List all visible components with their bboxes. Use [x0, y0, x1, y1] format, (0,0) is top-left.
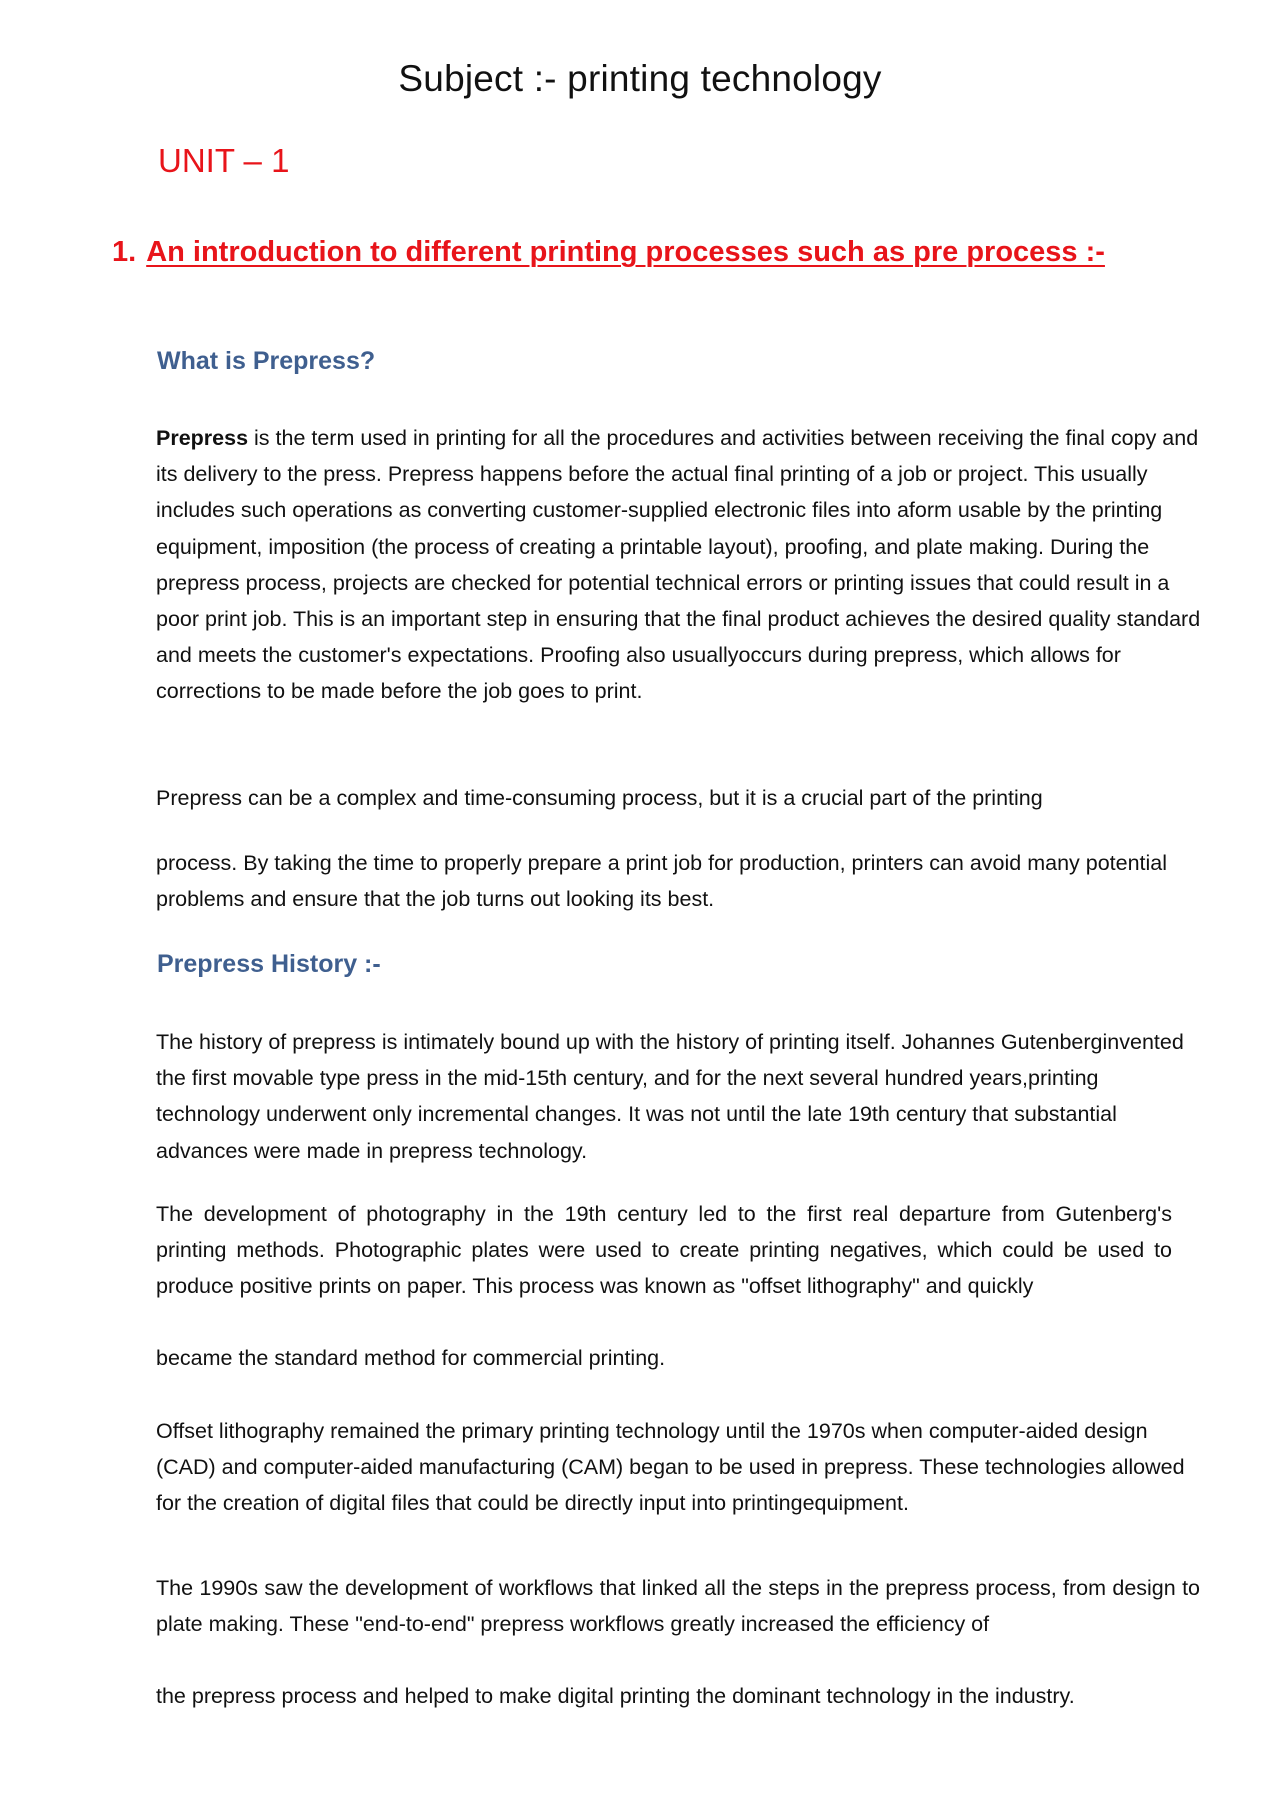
prepress-term: Prepress — [156, 426, 249, 450]
subject-title: Subject :- printing technology — [398, 58, 882, 99]
prepress-definition-text: is the term used in printing for all the procedures and activities between receiving the final copy and its delivery to the press. Prepress happens before the actual final printing of a job or project. This usually includes such operations as converting customer-supplied electronic files into aform usable by the printing equipment, imposition (the process of creating a printable layout), proofing, and plate making. During the prepress process, projects are checked for potential technical errors or printing issues that could result in a poor print job. This is an important step in ensuring that the final product achieves the desired quality standard and meets the customer's expectations. Proofing also usuallyoccurs during prepress, which allows for corrections to be made before the job goes to print. — [156, 426, 1201, 704]
unit-label: UNIT – 1 — [158, 142, 290, 179]
history-gutenberg-paragraph: The history of prepress is intimately bound up with the history of printing itself. Johannes Gutenberginvented the first movable type press in the mid-15th century, and for the next several hundred years,printing technology underwent only incremental changes. It was not until the late 19th century that substantial advances were made in prepress technology. — [156, 1030, 1184, 1163]
history-workflows-continuation: the prepress process and helped to make digital printing the dominant technology in the industry. — [156, 1684, 1075, 1708]
prepress-benefit-paragraph: process. By taking the time to properly prepare a print job for production, printers can avoid many potential problems and ensure that the job turns out looking its best. — [156, 851, 1168, 912]
prepress-history-heading: Prepress History :- — [157, 950, 381, 978]
section-heading — [112, 236, 1105, 269]
history-photography-paragraph: The development of photography in the 19th century led to the first real departure from Gutenberg's printing methods. Photographic plates were used to create printing negatives, which could be used to produce positive prints on paper. This process was known as "offset lithography" and quickly — [156, 1202, 1172, 1299]
section-number: 1. — [112, 236, 137, 268]
history-cad-cam-paragraph: Offset lithography remained the primary printing technology until the 1970s when computer-aided design (CAD) and computer-aided manufacturing (CAM) began to be used in prepress. These technologies allowed for the creation of digital files that could be directly input into printingequipment. — [156, 1419, 1185, 1516]
section-title: An introduction to different printing processes such as pre process :- — [146, 236, 1105, 268]
prepress-complexity-paragraph: Prepress can be a complex and time-consuming process, but it is a crucial part of the printing — [156, 786, 1043, 810]
history-photography-continuation: became the standard method for commercial printing. — [156, 1346, 666, 1370]
what-is-prepress-heading: What is Prepress? — [157, 347, 376, 375]
prepress-definition-paragraph — [156, 420, 1206, 710]
history-workflows-paragraph: The 1990s saw the development of workflows that linked all the steps in the prepress process, from design to plate making. These "end-to-end" prepress workflows greatly increased the efficiency of — [156, 1576, 1200, 1637]
